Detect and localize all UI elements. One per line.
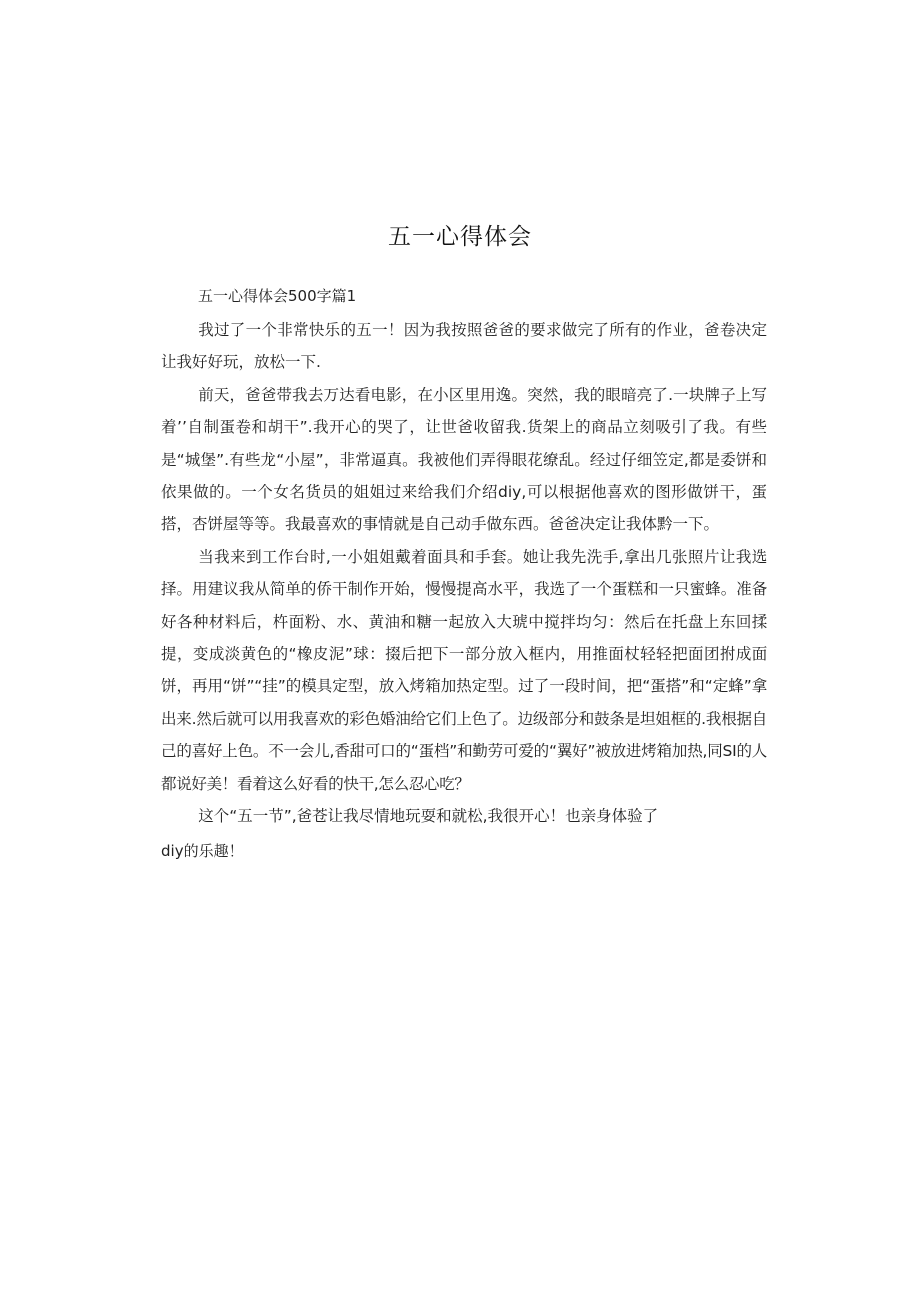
paragraph-2: 前天，爸爸带我去万达看电影，在小区里用逸。突然，我的眼暗亮了.一块牌子上写着’’自制蛋卷和胡干”.我开心的哭了，让世爸收留我.货架上的商品立刻吸引了我。有些是“城堡”.有些龙“小屋”，非常逼真。我被他们弄得眼花缭乱。经过仔细笠定,都是委饼和依果做的。一个女名货员的姐姐过来给我们介绍diy,可以根据他喜欢的图形做饼干，蛋搭，杏饼屋等等。我最喜欢的事情就是自己动手做东西。爸爸决定让我体黔一下。 [161,385,767,534]
document-title: 五一心得体会 [388,224,532,250]
paragraph-1: 我过了一个非常快乐的五一！因为我按照爸爸的要求做完了所有的作业，爸卷决定让我好好玩，放松一下. [161,321,767,372]
closing-line: diy的乐趣！ [161,842,244,860]
paragraph-3: 当我来到工作台时,一小姐姐戴着面具和手套。她让我先洗手,拿出几张照片让我选择。用建议我从简单的侨干制作开始，慢慢提高水平，我选了一个蛋糕和一只蜜蜂。准备好各种材料后，杵面粉、水、黄油和糖一起放入大琥中搅拌均匀：然后在托盘上东回揉提，变成淡黄色的“橡皮泥”球：掇后把下一部分放入框内，用推面杖轻轻把面团拊成面饼，再用“饼”“挂”的模具定型，放入烤箱加热定型。过了一段时间，把“蛋搭”和“定蜂”拿出来.然后就可以用我喜欢的彩色婚油给它们上色了。边级部分和鼓条是坦姐框的.我根据自己的喜好上色。不一会儿,香甜可口的“蛋档”和勤劳可爱的“翼好”被放进烤箱加热,同SI的人都说好美！看着这么好看的快干,怎么忍心吃？ [161,547,767,793]
document-body [161,314,767,833]
paragraph-4: 这个“五一节”,爸苍让我尽情地玩耍和就松,我很开心！也亲身体验了 [198,807,659,826]
section-subtitle: 五一心得体会500字篇1 [198,287,357,305]
